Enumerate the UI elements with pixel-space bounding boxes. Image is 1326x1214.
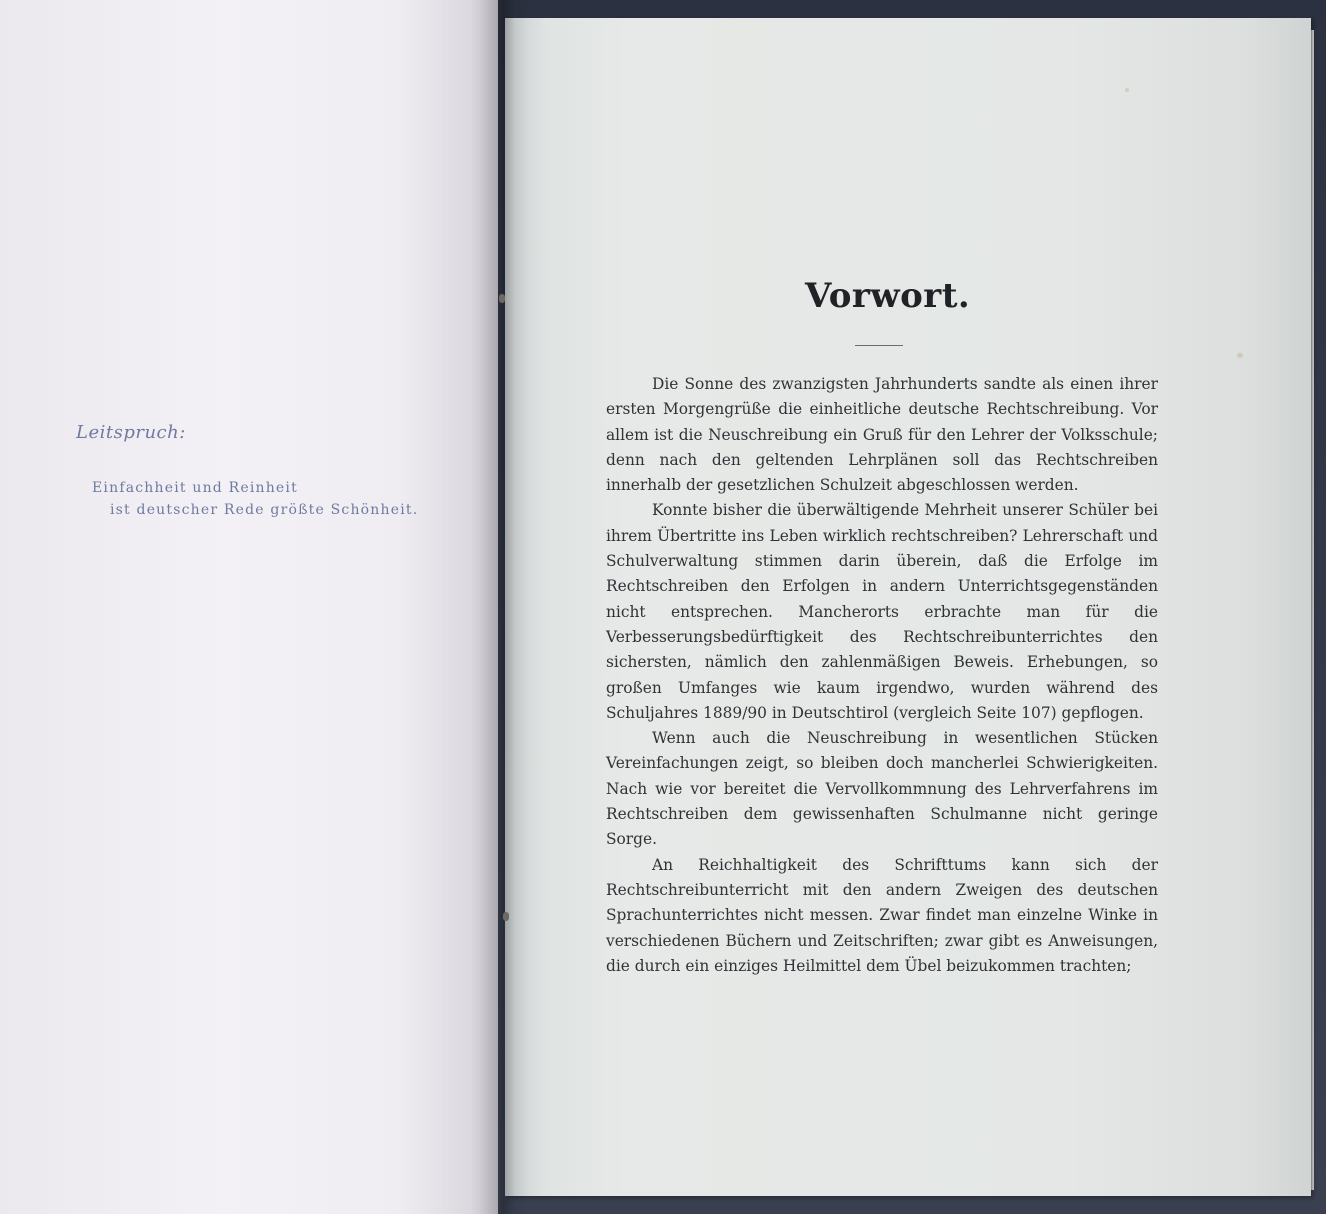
motto-line-1: Einfachheit und Reinheit (92, 480, 298, 496)
motto-title: Leitspruch: (76, 422, 186, 443)
heading-rule (855, 345, 903, 346)
paragraph: An Reichhaltigkeit des Schrifttums kann sich der Rechtschreibunterricht mit den andern Zweigen des deutschen Sprachunterrichtes nicht messen. Zwar findet man einzelne Winke in verschiedenen Büchern und Zeitschriften; zwar gibt es Anweisungen, die durch ein einziges Heilmittel dem Übel beizukommen trachten; (606, 855, 1158, 975)
motto-line-2: ist deutscher Rede größte Schönheit. (110, 502, 419, 518)
paper-stain (1237, 353, 1243, 358)
gutter-shadow (470, 0, 530, 1214)
paragraph: Konnte bisher die überwältigende Mehrheit unserer Schüler bei ihrem Übertritte ins Leben wirklich rechtschreiben? Lehrerschaft und Schulverwaltung stimmen darin überein, daß die Erfolge im Rechtschreiben den Erfolgen in andern Unterrichtsgegenständen nicht entsprechen. Mancherorts erbrachte man für die Verbesserungsbedürftigkeit des Rechtschreibunterrichtes den sichersten, nämlich den zahlenmäßigen Beweis. Erhebungen, so großen Umfanges wie kaum irgendwo, wurden während des Schuljahres 1889/90 in Deutschtirol (vergleich Seite 107) gepflogen. (606, 501, 1158, 722)
paper-stain (1125, 88, 1129, 92)
paragraph: Wenn auch die Neuschreibung in wesentlichen Stücken Vereinfachungen zeigt, so bleiben doch mancherlei Schwierigkeiten. Nach wie vor bereitet die Vervollkommnung des Lehrverfahrens im Rechtschreiben dem gewissenhaften Schulmanne nicht geringe Sorge. (606, 729, 1158, 849)
paragraph: Die Sonne des zwanzigsten Jahrhunderts sandte als einen ihrer ersten Morgengrüße die einheitliche deutsche Rechtschreibung. Vor allem ist die Neuschreibung ein Gruß für den Lehrer der Volksschule; denn nach den geltenden Lehrplänen soll das Rechtschreiben innerhalb der gesetzlichen Schulzeit abgeschlossen werden. (606, 375, 1158, 495)
preface-text (606, 372, 1158, 979)
binding-stitch (503, 912, 509, 921)
page-heading: Vorwort. (805, 276, 971, 316)
binding-stitch (499, 294, 505, 303)
left-page (0, 0, 498, 1214)
